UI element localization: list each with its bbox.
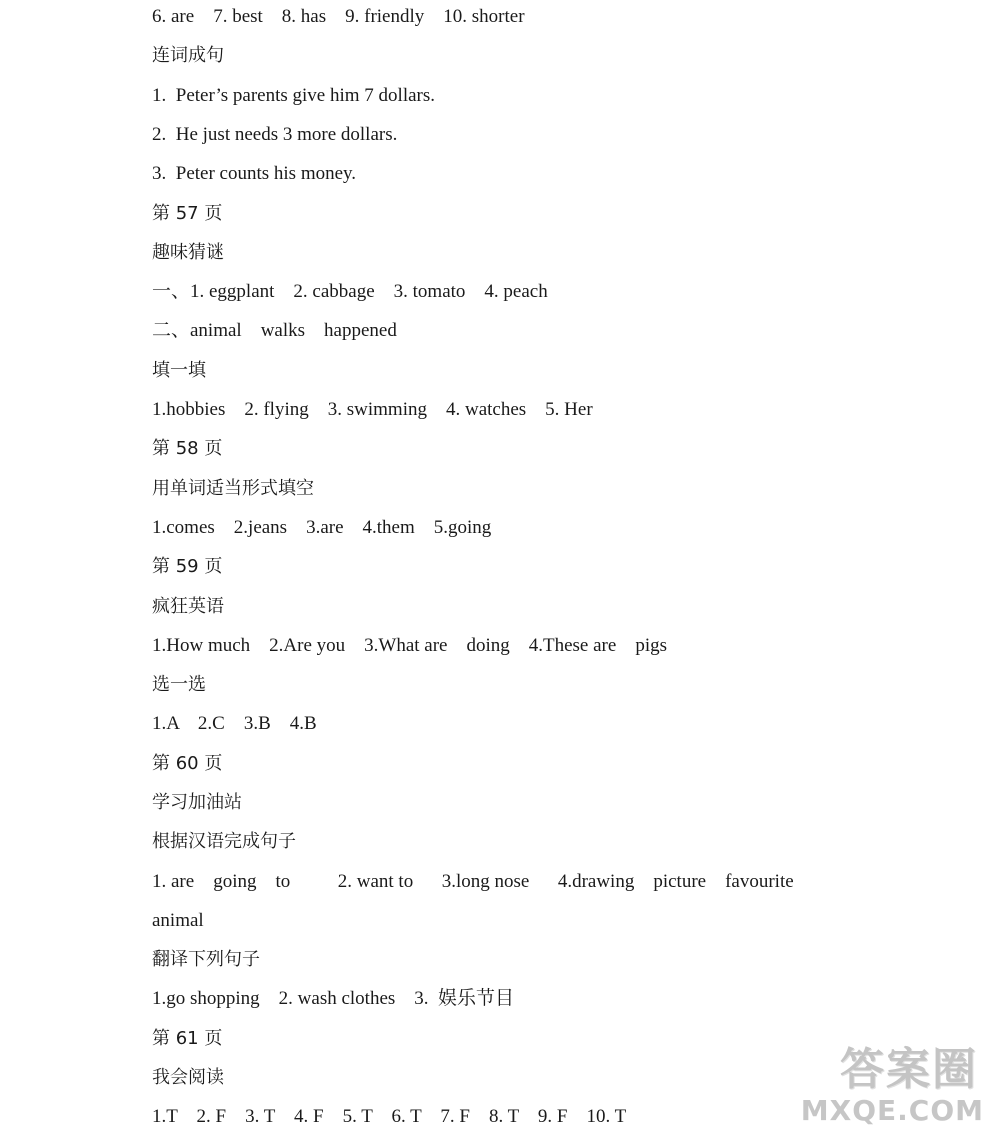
page-number-heading: 第 61 页 [152, 1028, 223, 1049]
answer-line: 1.go shopping 2. wash clothes 3. 娱乐节目 [152, 988, 515, 1009]
answer-line: 1.A 2.C 3.B 4.B [152, 713, 317, 734]
answer-line: 1.comes 2.jeans 3.are 4.them 5.going [152, 517, 492, 538]
answer-line: 1. are going to 2. want to 3.long nose 4.drawing picture favourite [152, 871, 794, 892]
answer-line: 1.hobbies 2. flying 3. swimming 4. watches 5. Her [152, 399, 593, 420]
answer-line: 3. Peter counts his money. [152, 163, 357, 184]
answer-line: 1.T 2. F 3. T 4. F 5. T 6. T 7. F 8. T 9. F 10. T [152, 1106, 627, 1127]
page-number-heading: 第 58 页 [152, 438, 223, 459]
section-heading: 用单词适当形式填空 [152, 478, 314, 499]
section-heading: 学习加油站 [152, 792, 242, 813]
answer-line: 2. He just needs 3 more dollars. [152, 124, 398, 145]
section-heading: 我会阅读 [152, 1067, 224, 1088]
watermark [800, 1029, 988, 1129]
section-heading: 连词成句 [152, 45, 224, 66]
section-heading: 选一选 [152, 674, 206, 695]
answer-line: 6. are 7. best 8. has 9. friendly 10. shorter [152, 6, 525, 27]
page-number-heading: 第 57 页 [152, 203, 223, 224]
watermark-logo: 答案圈 [840, 1044, 978, 1095]
section-heading: 趣味猜谜 [152, 242, 224, 263]
watermark-url: MXQE.COM [800, 1094, 984, 1127]
section-heading: 翻译下列句子 [152, 949, 260, 970]
answer-line: animal [152, 910, 204, 931]
answer-line: 1.How much 2.Are you 3.What are doing 4.These are pigs [152, 635, 667, 656]
page-number-heading: 第 59 页 [152, 556, 223, 577]
answer-line: 一、1. eggplant 2. cabbage 3. tomato 4. peach [152, 281, 548, 302]
section-heading: 疯狂英语 [152, 596, 224, 617]
section-heading: 填一填 [152, 360, 206, 381]
page-number-heading: 第 60 页 [152, 753, 223, 774]
section-heading: 根据汉语完成句子 [152, 831, 296, 852]
answer-line: 1. Peter’s parents give him 7 dollars. [152, 85, 436, 106]
answer-line: 二、animal walks happened [152, 320, 397, 341]
